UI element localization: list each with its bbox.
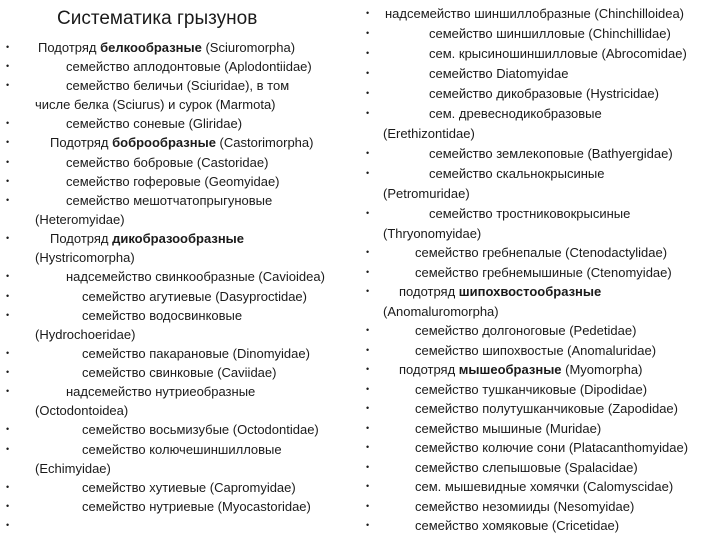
item-text: семейство мышиные (Muridae) bbox=[415, 421, 602, 436]
item-text: семейство гребнемышиные (Ctenomyidae) bbox=[415, 265, 672, 280]
right-list-item bbox=[415, 438, 688, 457]
left-list-item bbox=[82, 478, 296, 497]
left-list-item bbox=[66, 57, 312, 76]
left-bullet: • bbox=[6, 61, 10, 71]
left-bullet: • bbox=[6, 367, 10, 377]
item-bold-text: боброобразные bbox=[112, 135, 216, 150]
item-text: семейство аплодонтовые (Aplodontiidae) bbox=[66, 59, 312, 74]
item-text: (Sciuromorpha) bbox=[201, 40, 296, 55]
item-text: семейство нутриевые (Myocastoridae) bbox=[82, 499, 311, 514]
right-list-item bbox=[383, 302, 499, 321]
left-bullet: • bbox=[6, 482, 10, 492]
item-text: Подотряд bbox=[50, 135, 113, 150]
right-bullet: • bbox=[366, 267, 370, 277]
item-text: (Hydrochoeridae) bbox=[35, 327, 136, 342]
right-bullet: • bbox=[366, 481, 370, 491]
item-text: (Petromuridae) bbox=[383, 186, 470, 201]
page-title: Систематика грызунов bbox=[57, 8, 258, 29]
right-bullet: • bbox=[366, 325, 370, 335]
left-bullet: • bbox=[6, 271, 10, 281]
right-bullet: • bbox=[366, 48, 370, 58]
item-text: семейство хомяковые (Cricetidae) bbox=[415, 518, 620, 533]
item-text: Подотряд bbox=[50, 231, 113, 246]
item-text: семейство шипохвостые (Anomaluridae) bbox=[415, 343, 657, 358]
item-text: семейство беличьи (Sciuridae), в том bbox=[66, 78, 290, 93]
right-list-item bbox=[415, 497, 634, 516]
item-bold-text: шипохвостообразные bbox=[458, 284, 602, 299]
item-text: (Hystricomorpha) bbox=[35, 250, 135, 265]
right-list-item bbox=[383, 224, 481, 243]
left-list-item bbox=[82, 420, 319, 439]
item-text: (Thryonomyidae) bbox=[383, 226, 482, 241]
right-list-item bbox=[429, 144, 673, 163]
left-bullet: • bbox=[6, 118, 10, 128]
right-list-item bbox=[429, 204, 630, 223]
right-list-item bbox=[429, 104, 602, 123]
item-text: семейство хутиевые (Capromyidae) bbox=[82, 480, 296, 495]
left-bullet: • bbox=[6, 424, 10, 434]
right-list-item bbox=[429, 44, 687, 63]
item-text: (Anomaluromorpha) bbox=[383, 304, 499, 319]
item-text: семейство дикобразовые (Hystricidae) bbox=[429, 86, 659, 101]
right-bullet: • bbox=[366, 168, 370, 178]
right-list-item bbox=[383, 124, 475, 143]
left-bullet: • bbox=[6, 348, 10, 358]
item-bold-text: мышеобразные bbox=[458, 362, 562, 377]
item-text: (Heteromyidae) bbox=[35, 212, 125, 227]
left-list-item bbox=[35, 459, 111, 478]
left-bullet: • bbox=[6, 291, 10, 301]
item-bold-text: дикобразообразные bbox=[112, 231, 244, 246]
item-text: семейство бобровые (Castoridae) bbox=[66, 155, 269, 170]
right-list-item bbox=[415, 399, 678, 418]
item-text: семейство мешотчатопрыгуновые bbox=[66, 193, 273, 208]
right-list-item bbox=[415, 419, 601, 438]
left-list-item bbox=[82, 497, 311, 516]
left-bullet: • bbox=[6, 157, 10, 167]
left-list-item bbox=[82, 306, 242, 325]
left-list-item bbox=[35, 325, 135, 344]
item-text: семейство агутиевые (Dasyproctidae) bbox=[82, 289, 307, 304]
right-list-item bbox=[415, 516, 619, 535]
right-bullet: • bbox=[366, 442, 370, 452]
left-bullet: • bbox=[6, 501, 10, 511]
right-list-item bbox=[399, 360, 642, 379]
item-text: семейство тушканчиковые (Dipodidae) bbox=[415, 382, 648, 397]
right-list-item bbox=[415, 243, 667, 262]
right-list-item bbox=[383, 184, 470, 203]
item-text: семейство свинковые (Caviidae) bbox=[82, 365, 277, 380]
left-list-item bbox=[35, 401, 128, 420]
right-bullet: • bbox=[366, 364, 370, 374]
item-text: семейство восьмизубые (Octodontidae) bbox=[82, 422, 319, 437]
item-text: надсемейство свинкообразные (Cavioidea) bbox=[66, 269, 325, 284]
item-text: сем. мышевидные хомячки (Calomyscidae) bbox=[415, 479, 674, 494]
right-bullet: • bbox=[366, 108, 370, 118]
left-list-item bbox=[50, 133, 313, 152]
item-text: семейство гоферовые (Geomyidae) bbox=[66, 174, 280, 189]
right-list-item bbox=[415, 341, 656, 360]
right-list-item bbox=[415, 263, 672, 282]
left-list-item bbox=[35, 248, 135, 267]
right-list-item bbox=[415, 477, 673, 496]
item-text: надсемейство шиншиллобразные (Chinchilloidea) bbox=[385, 6, 684, 21]
left-list-item bbox=[82, 363, 276, 382]
item-text: сем. древеснодикобразовые bbox=[429, 106, 602, 121]
right-bullet: • bbox=[366, 423, 370, 433]
item-text: семейство полутушканчиковые (Zapodidae) bbox=[415, 401, 678, 416]
left-list-item bbox=[66, 191, 272, 210]
right-bullet: • bbox=[366, 28, 370, 38]
right-bullet: • bbox=[366, 345, 370, 355]
right-list-item bbox=[415, 380, 647, 399]
item-text: семейство долгоноговые (Pedetidae) bbox=[415, 323, 637, 338]
item-text: надсемейство нутриеобразные bbox=[66, 384, 256, 399]
item-text: подотряд bbox=[399, 284, 459, 299]
item-text: семейство шиншилловые (Chinchillidae) bbox=[429, 26, 671, 41]
left-bullet: • bbox=[6, 233, 10, 243]
right-bullet: • bbox=[366, 286, 370, 296]
item-text: семейство колючешиншилловые bbox=[82, 442, 282, 457]
item-text: семейство колючие сони (Platacanthomyidae) bbox=[415, 440, 689, 455]
item-text: (Echimyidae) bbox=[35, 461, 111, 476]
item-text: (Myomorpha) bbox=[561, 362, 643, 377]
right-bullet: • bbox=[366, 462, 370, 472]
right-bullet: • bbox=[366, 501, 370, 511]
left-list-item bbox=[82, 344, 310, 363]
item-text: семейство слепышовые (Spalacidae) bbox=[415, 460, 638, 475]
right-list-item bbox=[429, 164, 604, 183]
right-bullet: • bbox=[366, 520, 370, 530]
left-list-item bbox=[38, 38, 295, 57]
item-text: числе белка (Sciurus) и сурок (Marmota) bbox=[35, 97, 276, 112]
left-list-item bbox=[50, 229, 244, 248]
item-text: (Castorimorpha) bbox=[215, 135, 314, 150]
item-text: семейство соневые (Gliridae) bbox=[66, 116, 243, 131]
left-list-item bbox=[66, 153, 268, 172]
left-list-item bbox=[66, 382, 255, 401]
left-bullet: • bbox=[6, 520, 10, 530]
item-text: семейство водосвинковые bbox=[82, 308, 243, 323]
right-bullet: • bbox=[366, 403, 370, 413]
item-text: сем. крысиношиншилловые (Abrocomidae) bbox=[429, 46, 687, 61]
right-list-item bbox=[415, 321, 636, 340]
right-bullet: • bbox=[366, 68, 370, 78]
right-bullet: • bbox=[366, 148, 370, 158]
item-text: семейство Diatomyidae bbox=[429, 66, 569, 81]
left-bullet: • bbox=[6, 310, 10, 320]
item-text: семейство незомииды (Nesomyidae) bbox=[415, 499, 635, 514]
left-bullet: • bbox=[6, 444, 10, 454]
left-list-item bbox=[35, 210, 125, 229]
item-text: семейство пакарановые (Dinomyidae) bbox=[82, 346, 310, 361]
left-bullet: • bbox=[6, 195, 10, 205]
item-text: (Octodontoidea) bbox=[35, 403, 129, 418]
right-bullet: • bbox=[366, 384, 370, 394]
left-bullet: • bbox=[6, 386, 10, 396]
left-list-item bbox=[66, 114, 242, 133]
right-bullet: • bbox=[366, 8, 370, 18]
item-text: (Erethizontidae) bbox=[383, 126, 475, 141]
right-list-item bbox=[429, 24, 671, 43]
right-bullet: • bbox=[366, 208, 370, 218]
left-bullet: • bbox=[6, 176, 10, 186]
left-list-item bbox=[82, 287, 307, 306]
item-text: Подотряд bbox=[38, 40, 101, 55]
right-bullet: • bbox=[366, 247, 370, 257]
left-list-item bbox=[66, 172, 280, 191]
left-bullet: • bbox=[6, 80, 10, 90]
right-list-item bbox=[415, 458, 638, 477]
right-list-item bbox=[399, 282, 601, 301]
right-bullet: • bbox=[366, 88, 370, 98]
left-list-item bbox=[82, 440, 282, 459]
item-text: подотряд bbox=[399, 362, 459, 377]
item-text: семейство землекоповые (Bathyergidae) bbox=[429, 146, 673, 161]
left-list-item bbox=[66, 76, 289, 95]
left-list-item bbox=[35, 95, 276, 114]
left-bullet: • bbox=[6, 137, 10, 147]
item-text: семейство скальнокрысиные bbox=[429, 166, 605, 181]
right-list-item bbox=[385, 4, 684, 23]
right-list-item bbox=[429, 84, 659, 103]
left-bullet: • bbox=[6, 42, 10, 52]
item-text: семейство гребнепалые (Ctenodactylidae) bbox=[415, 245, 668, 260]
item-bold-text: белкообразные bbox=[100, 40, 202, 55]
right-list-item bbox=[429, 64, 568, 83]
left-list-item bbox=[66, 267, 325, 286]
item-text: семейство тростниковокрысиные bbox=[429, 206, 631, 221]
